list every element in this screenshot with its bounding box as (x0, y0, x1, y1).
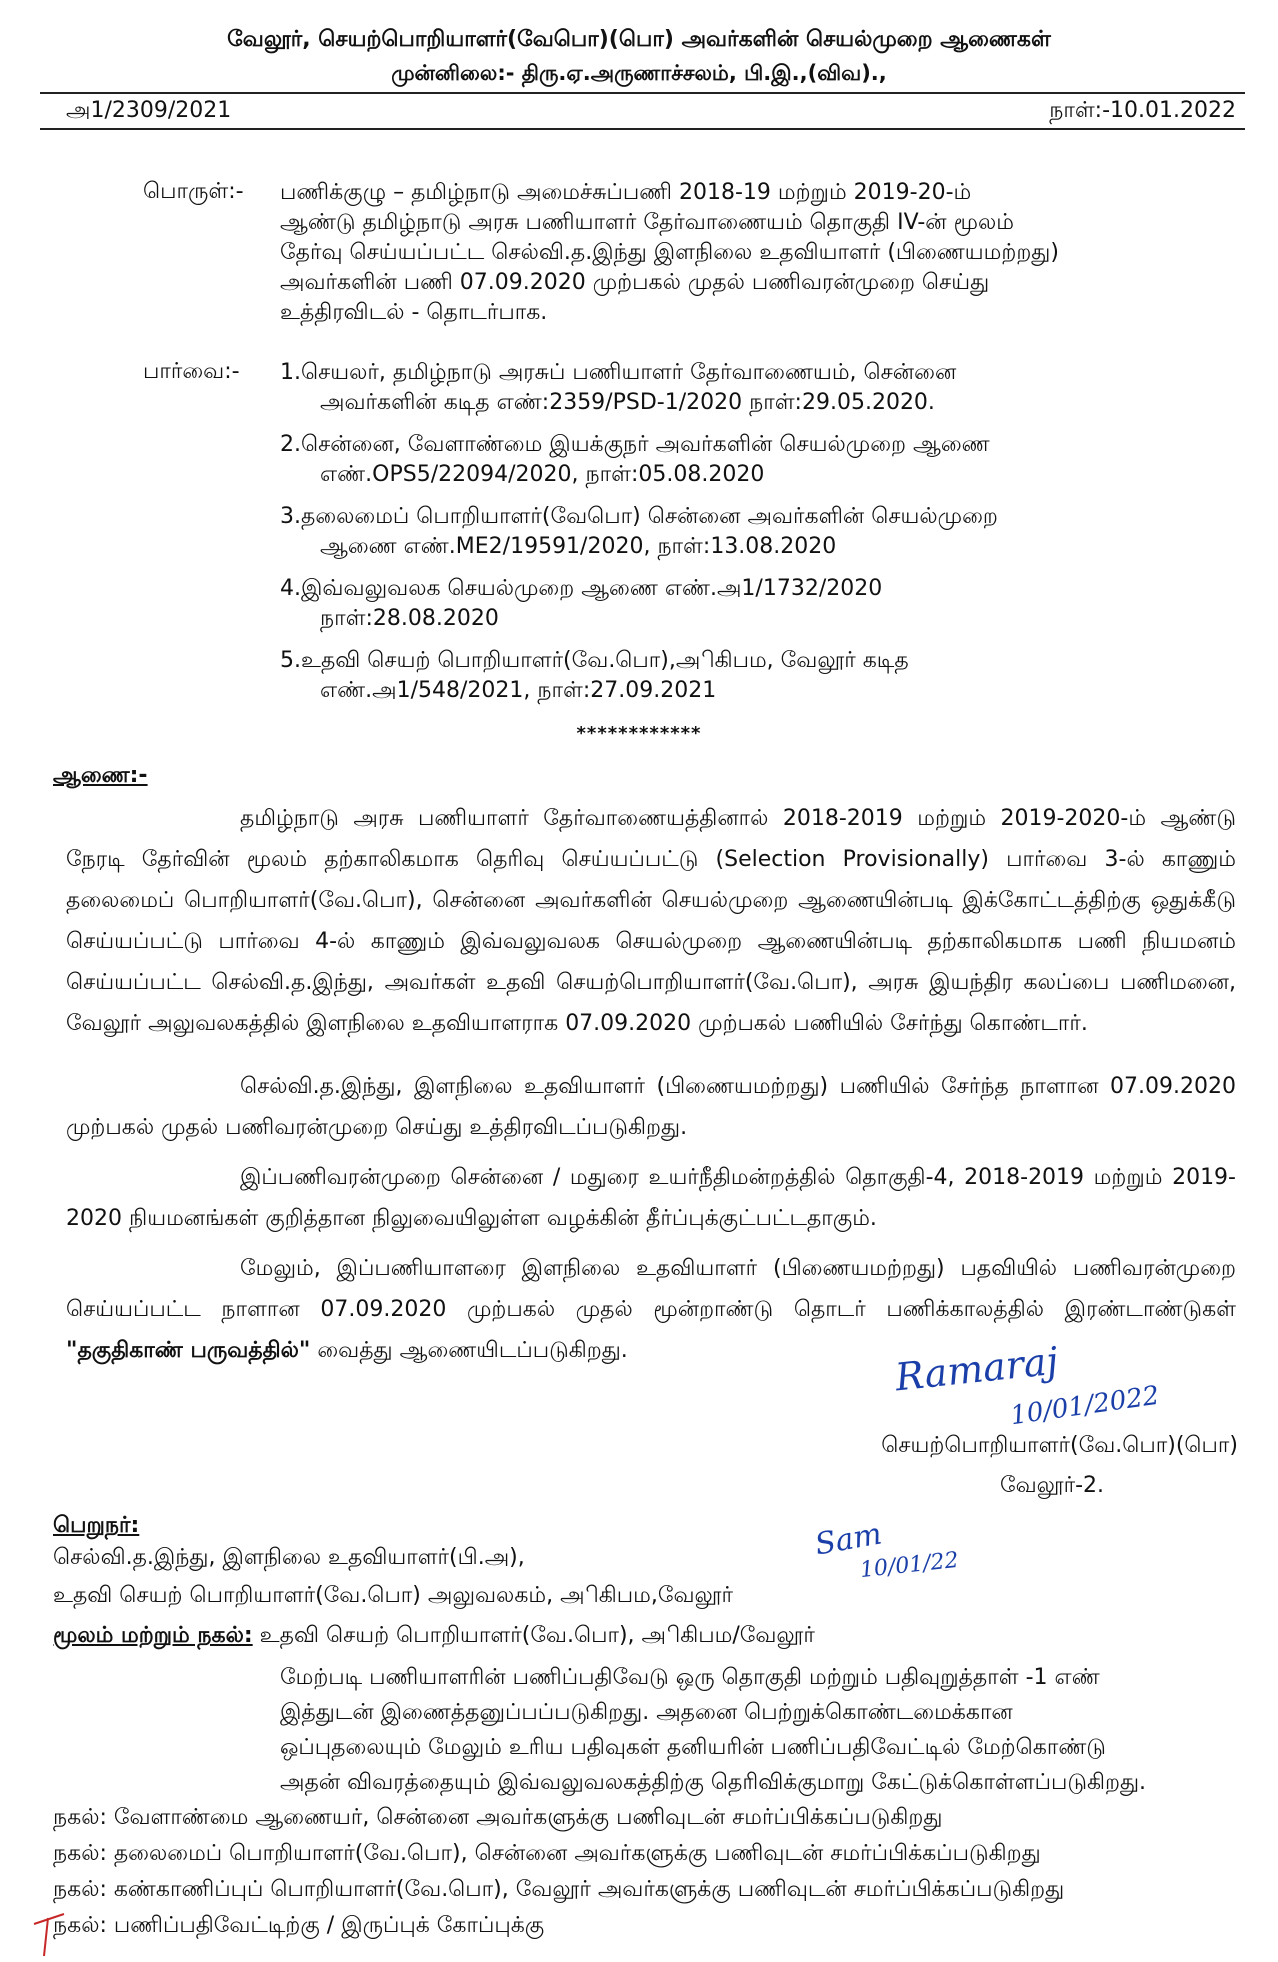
reference-text: எண்.OPS5/22094/2020, நாள்:05.08.2020 (320, 462, 765, 487)
reference-text: நாள்:28.08.2020 (320, 606, 499, 631)
copy-entry: நகல்: பணிப்பதிவேட்டிற்கு / இருப்புக் கோப்புக்கு (53, 1913, 545, 1938)
subject-label: பொருள்:- (143, 179, 244, 204)
recipient-label: பெறுநர்: (53, 1513, 140, 1538)
recipient-office: உதவி செயற் பொறியாளர்(வே.பொ) அலுவலகம், அிகிபம,வேலூர் (53, 1583, 733, 1608)
signature-scribble: Ramaraj (893, 1338, 1061, 1400)
subject-line: உத்திரவிடல் - தொடர்பாக. (280, 300, 548, 325)
instruction-line: இத்துடன் இணைத்தனுப்பப்படுகிறது. அதனை பெற்றுக்கொண்டமைக்கான (280, 1700, 1013, 1725)
reference-item-3 (280, 502, 1080, 562)
copy-via-instructions (280, 1660, 1210, 1800)
signature-date: 10/01/2022 (1008, 1380, 1162, 1432)
header-rule-bottom (40, 128, 1245, 130)
order-paragraph-3: இப்பணிவரன்முறை சென்னை / மதுரை உயர்நீதிமன்றத்தில் தொகுதி-4, 2018-2019 மற்றும் 2019-2020 நியமனங்கள் குறித்தான நிலுவையிலுள்ள வழக்கின் தீர்ப்புக்குட்பட்டதாகும். (66, 1165, 1236, 1231)
order-paragraph-2: செல்வி.த.இந்து, இளநிலை உதவியாளர் (பிணையமற்றது) பணியில் சேர்ந்த நாளான 07.09.2020 முற்பகல் முதல் பணிவரன்முறை செய்து உத்திரவிடப்படுகிறது. (66, 1074, 1236, 1140)
subject-line: ஆண்டு தமிழ்நாடு அரசு பணியாளர் தேர்வாணையம் தொகுதி IV-ன் மூலம் (280, 210, 1014, 235)
reference-text: ஆணை எண்.ME2/19591/2020, நாள்:13.08.2020 (320, 534, 837, 559)
header-rule-top (40, 92, 1245, 94)
probation-emphasis: "தகுதிகாண் பருவத்தில்" (66, 1338, 311, 1363)
signatory-place: வேலூர்-2. (1000, 1473, 1105, 1498)
reference-text: 4.இவ்வலுவலக செயல்முறை ஆணை எண்.அ1/1732/2020 (280, 576, 883, 601)
reference-text: எண்.அ1/548/2021, நாள்:27.09.2021 (320, 678, 717, 703)
copy-entry: நகல்: வேளாண்மை ஆணையர், சென்னை அவர்களுக்கு பணிவுடன் சமர்ப்பிக்கப்படுகிறது (53, 1805, 943, 1830)
recipient-name: செல்வி.த.இந்து, இளநிலை உதவியாளர்(பி.அ), (53, 1545, 525, 1570)
reference-item-2 (280, 430, 1080, 490)
reference-item-1 (280, 358, 1080, 418)
instruction-line: அதன் விவரத்தையும் இவ்வலுவலகத்திற்கு தெரிவிக்குமாறு கேட்டுக்கொள்ளப்படுகிறது. (280, 1770, 1147, 1795)
initial-scribble: Sam (812, 1516, 885, 1563)
subject-block (280, 178, 1160, 328)
order-paragraph-4-text: மேலும், இப்பணியாளரை இளநிலை உதவியாளர் (பிணையமற்றது) பதவியில் பணிவரன்முறை செய்யப்பட்ட நாளான 07.09.2020 முற்பகல் முதல் மூன்றாண்டு தொடர் பணிக்காலத்தில் இரண்டாண்டுகள் (66, 1256, 1236, 1322)
reference-text: 5.உதவி செயற் பொறியாளர்(வே.பொ),அிகிபம, வேலூர் கடித (280, 648, 909, 673)
subject-line: தேர்வு செய்யப்பட்ட செல்வி.த.இந்து இளநிலை உதவியாளர் (பிணையமற்றது) (280, 240, 1059, 265)
references-label: பார்வை:- (143, 359, 240, 384)
reference-text: 3.தலைமைப் பொறியாளர்(வேபொ) சென்னை அவர்களின் செயல்முறை (280, 504, 998, 529)
copy-entry: நகல்: தலைமைப் பொறியாளர்(வே.பொ), சென்னை அவர்களுக்கு பணிவுடன் சமர்ப்பிக்கப்படுகிறது (53, 1841, 1041, 1866)
separator-stars: ************ (576, 723, 702, 744)
reference-text: 1.செயலர், தமிழ்நாடு அரசுப் பணியாளர் தேர்வாணையம், சென்னை (280, 360, 957, 385)
order-paragraph-4-end: வைத்து ஆணையிடப்படுகிறது. (310, 1338, 628, 1363)
order-paragraph-1: தமிழ்நாடு அரசு பணியாளர் தேர்வாணையத்தினால் 2018-2019 மற்றும் 2019-2020-ம் ஆண்டு நேரடி தேர்வின் மூலம் தற்காலிகமாக தெரிவு செய்யப்பட்டு (Selection Provisionally) பார்வை 3-ல் காணும் தலைமைப் பொறியாளர்(வே.பொ), சென்னை அவர்களின் செயல்முறை ஆணையின்படி இக்கோட்டத்திற்கு ஒதுக்கீடு செய்யப்பட்டு பார்வை 4-ல் காணும் இவ்வலுவலக செயல்முறை ஆணையின்படி தற்காலிகமாக பணி நியமனம் செய்யப்பட்ட செல்வி.த.இந்து, அவர்கள் உதவி செயற்பொறியாளர்(வே.பொ), அரசு இயந்திர கலப்பை பணிமனை, வேலூர் அலுவலகத்தில் இளநிலை உதவியாளராக 07.09.2020 முற்பகல் பணியில் சேர்ந்து கொண்டார். (66, 806, 1236, 1036)
order-heading: ஆணை:- (53, 763, 148, 788)
presence-line: முன்னிலை:- திரு.ஏ.அருணாச்சலம், பி.இ.,(விவ)., (391, 61, 887, 85)
initial-date: 10/01/22 (858, 1547, 960, 1584)
copy-via-label: மூலம் மற்றும் நகல்: (53, 1623, 253, 1648)
reference-text: அவர்களின் கடித எண்:2359/PSD-1/2020 நாள்:29.05.2020. (320, 390, 935, 415)
signatory-designation: செயற்பொறியாளர்(வே.பொ)(பொ) (881, 1433, 1238, 1458)
copies-list (53, 1800, 1233, 1944)
reference-text: 2.சென்னை, வேளாண்மை இயக்குநர் அவர்களின் செயல்முறை ஆணை (280, 432, 990, 457)
office-title: வேலூர், செயற்பொறியாளர்(வேபொ)(பொ) அவர்களின் செயல்முறை ஆணைகள் (227, 27, 1051, 52)
copy-entry: நகல்: கண்காணிப்புப் பொறியாளர்(வே.பொ), வேலூர் அவர்களுக்கு பணிவுடன் சமர்ப்பிக்கப்படுகிறது (53, 1877, 1065, 1902)
copy-via-recipient: உதவி செயற் பொறியாளர்(வே.பொ), அிகிபம/வேலூர் (252, 1623, 815, 1648)
reference-item-4 (280, 574, 1080, 634)
reference-number: அ1/2309/2021 (66, 98, 232, 123)
instruction-line: மேற்படி பணியாளரின் பணிப்பதிவேடு ஒரு தொகுதி மற்றும் பதிவுறுத்தாள் -1 எண் (280, 1665, 1100, 1690)
red-tick-mark (30, 1910, 70, 1960)
order-paragraph-4 (66, 1248, 1236, 1371)
subject-line: பணிக்குழு – தமிழ்நாடு அமைச்சுப்பணி 2018-19 மற்றும் 2019-20-ம் (280, 180, 972, 205)
reference-item-5 (280, 646, 1080, 706)
order-date: நாள்:-10.01.2022 (1049, 98, 1236, 123)
copy-via-line (53, 1622, 815, 1651)
subject-line: அவர்களின் பணி 07.09.2020 முற்பகல் முதல் பணிவரன்முறை செய்து (280, 270, 990, 295)
instruction-line: ஒப்புதலையும் மேலும் உரிய பதிவுகள் தனியரின் பணிப்பதிவேட்டில் மேற்கொண்டு (280, 1735, 1106, 1760)
